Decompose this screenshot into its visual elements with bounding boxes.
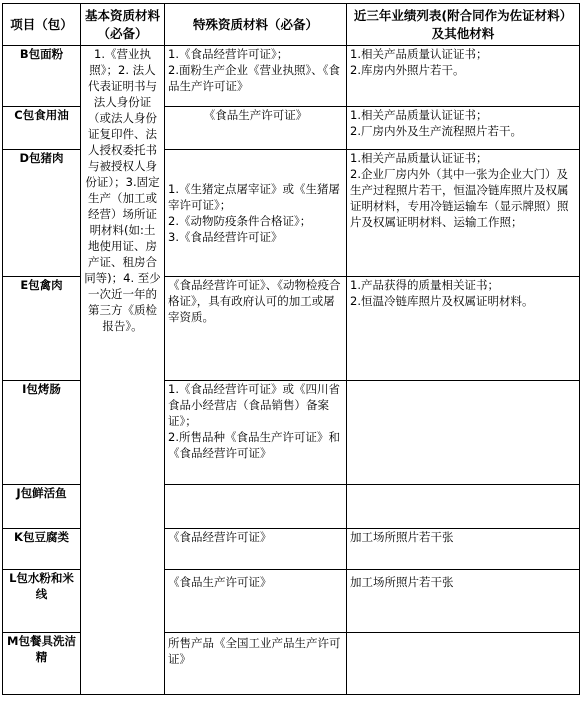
special-line: 2.所售品种《食品生产许可证》和《食品经营许可证》: [168, 430, 340, 460]
performance-line: 1.产品获得的质量相关证书；: [350, 278, 499, 292]
project-cell: L包水粉和米线: [3, 570, 81, 633]
special-cell: [165, 107, 347, 150]
project-cell: E包禽肉: [3, 277, 81, 381]
table-row: [3, 46, 580, 107]
project-cell: I包烤肠: [3, 381, 81, 485]
performance-line: 2.恒温冷链库照片及权属证明材料。: [350, 294, 534, 308]
project-cell: K包豆腐类: [3, 529, 81, 570]
special-line: 1.《生猪定点屠宰证》或《生猪屠宰许可证》；: [168, 182, 340, 212]
performance-line: 2.企业厂房内外（其中一张为企业大门）及生产过程照片若干，恒温冷链库照片及权属证明材料，专用冷链运输车（显示牌照）照片及权属证明材料、运输工作照；: [350, 167, 569, 229]
special-cell: [165, 485, 347, 529]
performance-cell: [347, 633, 580, 695]
special-line: 所售产品《全国工业产品生产许可证》: [168, 636, 341, 666]
performance-line: 2.厂房内外及生产流程照片若干。: [350, 124, 522, 138]
performance-cell: [347, 529, 580, 570]
header-basic: 基本资质材料（必备）: [81, 4, 165, 46]
performance-cell: [347, 277, 580, 381]
special-line: 1.《食品经营许可证》；: [168, 47, 289, 61]
performance-line: 1.相关产品质量认证证书；: [350, 108, 488, 122]
qualification-table: [2, 3, 580, 695]
special-line: 《食品生产许可证》: [168, 575, 272, 589]
project-cell: J包鲜活鱼: [3, 485, 81, 529]
performance-cell: [347, 46, 580, 107]
project-cell: B包面粉: [3, 46, 81, 107]
special-line: 《食品经营许可证》、《动物检疫合格证》，具有政府认可的加工或屠宰资质。: [168, 278, 341, 324]
performance-cell: [347, 381, 580, 485]
special-cell: [165, 570, 347, 633]
special-line: 《食品经营许可证》: [168, 530, 272, 544]
performance-cell: [347, 485, 580, 529]
special-cell: [165, 633, 347, 695]
special-cell: [165, 529, 347, 570]
header-performance: 近三年业绩列表(附合同作为佐证材料）及其他材料: [347, 4, 580, 46]
performance-cell: [347, 150, 580, 277]
project-cell: C包食用油: [3, 107, 81, 150]
special-line: 1.《食品经营许可证》或《四川省食品小经营店（食品销售）备案证》；: [168, 382, 340, 428]
performance-line: 2.库房内外照片若干。: [350, 63, 465, 77]
special-line: 《食品生产许可证》: [203, 108, 308, 122]
special-cell: [165, 381, 347, 485]
project-cell: D包猪肉: [3, 150, 81, 277]
project-cell: M包餐具洗洁精: [3, 633, 81, 695]
special-line: 2.面粉生产企业《营业执照》、《食品生产许可证》: [168, 63, 340, 93]
performance-line: 1.相关产品质量认证证书；: [350, 151, 488, 165]
special-line: 3.《食品经营许可证》: [168, 230, 283, 244]
performance-line: 加工场所照片若干张: [350, 530, 454, 544]
header-project: 项目（包）: [3, 4, 81, 46]
basic-materials-cell: 1.《营业执照》；2. 法人代表证明书与法人身份证（或法人身份证复印件、法人授权委托书与被授权人身份证）；3.固定生产（加工或经营）场所证明材料(如:土地使用证、房产证、租房合同等)；4. 至少一次近一年的第三方《质检报告》。: [81, 46, 165, 695]
special-cell: [165, 277, 347, 381]
performance-cell: [347, 570, 580, 633]
special-cell: [165, 150, 347, 277]
header-row: [3, 4, 580, 46]
performance-line: 1.相关产品质量认证证书；: [350, 47, 488, 61]
header-special: 特殊资质材料（必备）: [165, 4, 347, 46]
performance-line: 加工场所照片若干张: [350, 575, 454, 589]
special-cell: [165, 46, 347, 107]
performance-cell: [347, 107, 580, 150]
special-line: 2.《动物防疫条件合格证》；: [168, 214, 312, 228]
